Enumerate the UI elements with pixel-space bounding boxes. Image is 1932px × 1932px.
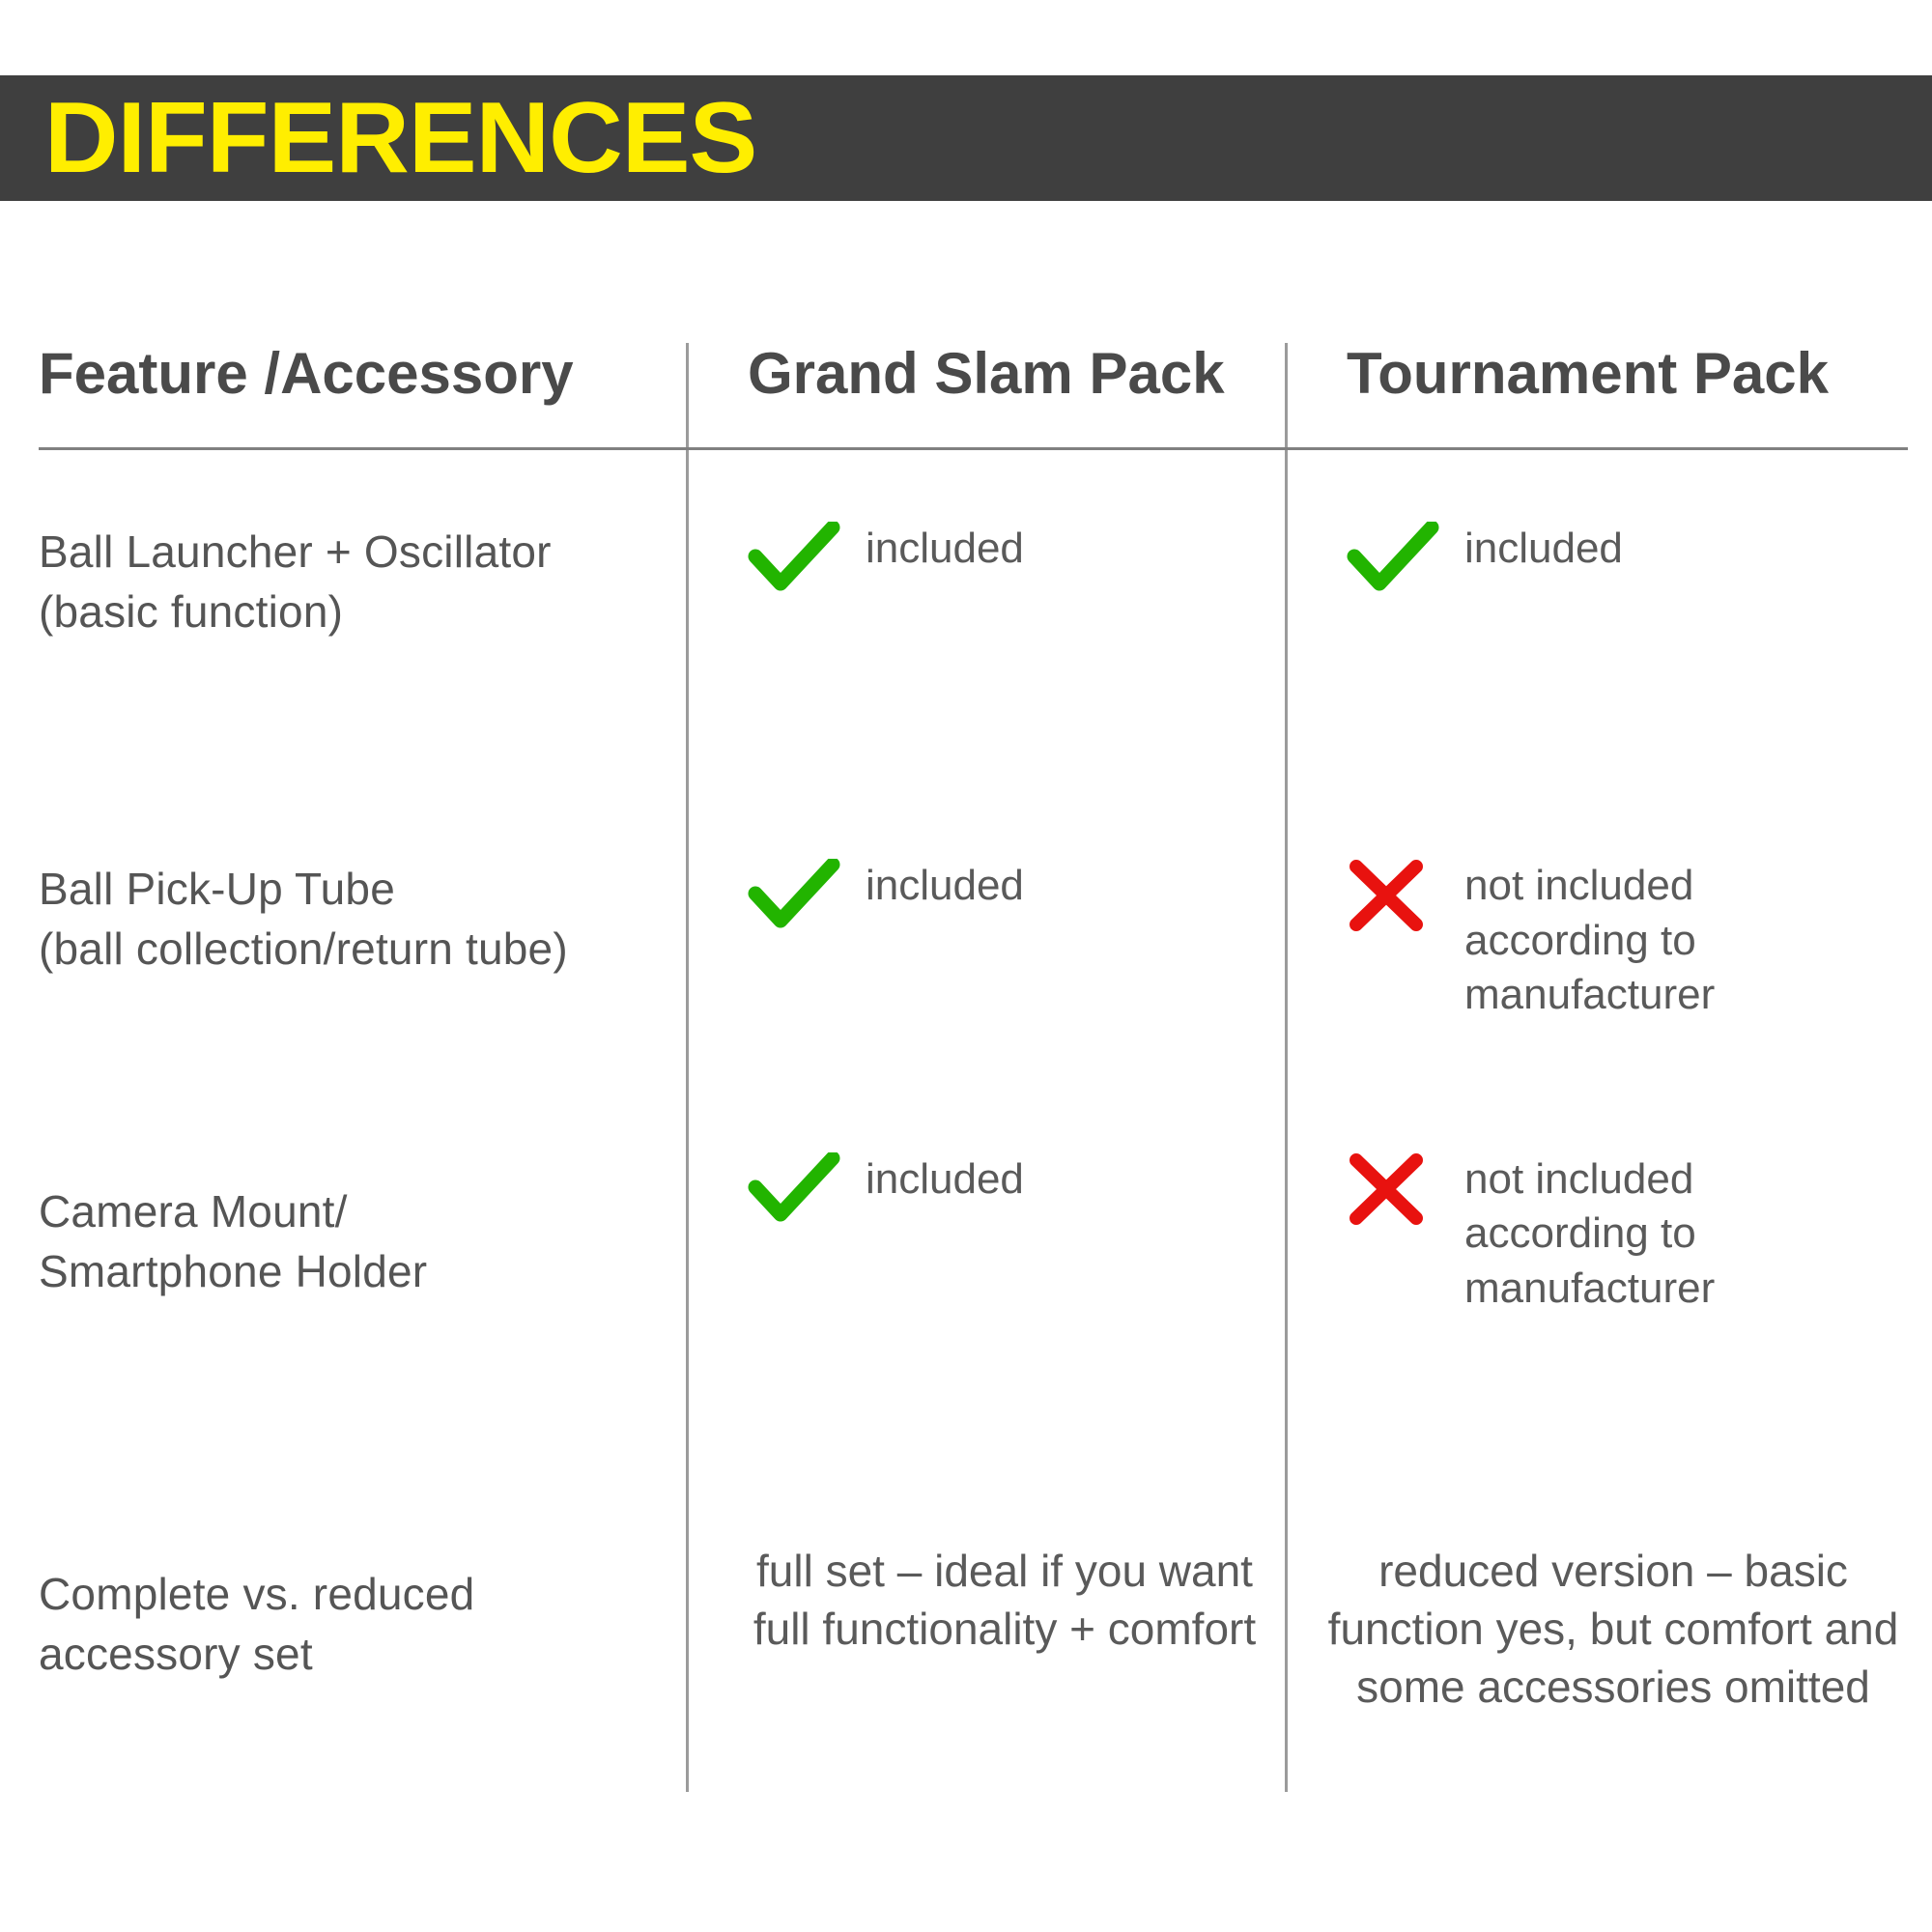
feature-label-line1: Complete vs. reduced — [39, 1569, 475, 1620]
check-icon — [748, 522, 840, 595]
check-icon — [748, 859, 840, 932]
feature-label-line2: accessory set — [39, 1629, 313, 1680]
table-row — [39, 1152, 1908, 1316]
summary-text: full set – ideal if you want full functionality + comfort — [753, 1546, 1257, 1654]
tournament-cell — [1304, 1152, 1903, 1316]
status-text: included — [866, 1155, 1024, 1204]
feature-label-line1: Ball Pick-Up Tube — [39, 864, 395, 915]
status-text: not included according to manufacturer — [1464, 1155, 1716, 1312]
feature-cell — [39, 522, 705, 641]
feature-label-line2: Smartphone Holder — [39, 1246, 428, 1297]
status-text: included — [866, 525, 1024, 572]
status-text: not included according to manufacturer — [1464, 862, 1716, 1018]
feature-cell — [39, 859, 705, 1022]
cross-icon — [1347, 859, 1439, 932]
status-text: included — [866, 862, 1024, 910]
table-row — [39, 859, 1908, 1022]
column-header-grand-slam: Grand Slam Pack — [748, 341, 1225, 406]
feature-label-line1: Camera Mount/ — [39, 1186, 348, 1237]
header-banner — [0, 75, 1932, 201]
status-text: included — [1464, 525, 1623, 572]
grand-slam-cell — [705, 522, 1304, 641]
grand-slam-cell — [705, 1152, 1304, 1316]
table-row — [39, 522, 1908, 641]
page-title: DIFFERENCES — [43, 82, 757, 194]
feature-label-line2: (ball collection/return tube) — [39, 923, 568, 975]
tournament-cell — [1304, 1543, 1903, 1716]
table-header — [39, 343, 1908, 425]
column-header-tournament: Tournament Pack — [1347, 341, 1830, 406]
header-rule — [39, 447, 1908, 450]
cross-icon — [1347, 1152, 1439, 1226]
tournament-cell — [1304, 859, 1903, 1022]
feature-label-line2: (basic function) — [39, 586, 344, 638]
check-icon — [1347, 522, 1439, 595]
column-header-feature: Feature /Accessory — [39, 341, 574, 406]
table-row — [39, 1543, 1908, 1716]
table-body — [39, 464, 1908, 1716]
check-icon — [748, 1152, 840, 1226]
grand-slam-cell — [705, 859, 1304, 1022]
feature-label-line1: Ball Launcher + Oscillator — [39, 526, 552, 577]
tournament-cell — [1304, 522, 1903, 641]
feature-cell — [39, 1543, 705, 1716]
feature-cell — [39, 1152, 705, 1316]
grand-slam-cell — [705, 1543, 1304, 1716]
summary-text: reduced version – basic function yes, but comfort and some accessories omitted — [1327, 1546, 1899, 1712]
